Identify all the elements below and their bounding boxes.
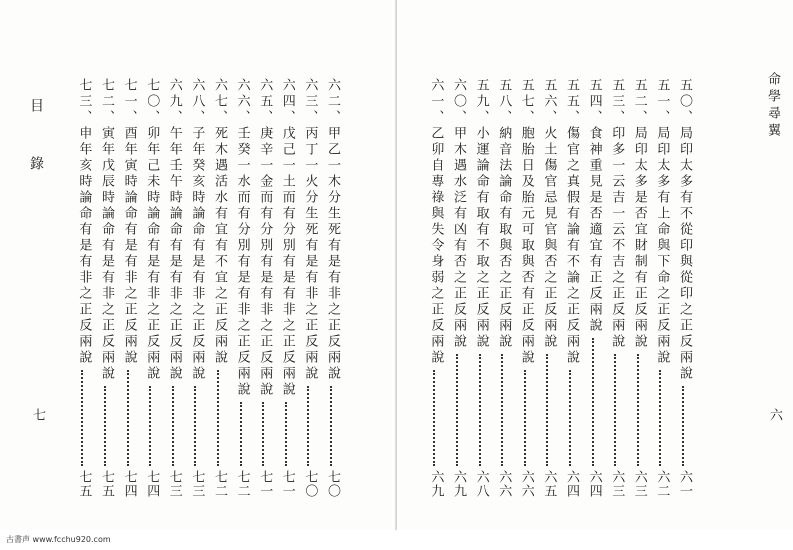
toc-entry-page: 六五: [541, 470, 557, 498]
toc-entry-title: 五五、傷官之真假有論有不論之正反兩說: [564, 78, 579, 366]
toc-entry-title: 六三、丙丁一火分生死有是有非之正反兩說: [302, 78, 318, 382]
toc-entry-title: 六九、午年壬午時論命有是有非之正反兩說: [166, 78, 182, 382]
toc-entry-page: 六一: [677, 470, 692, 498]
toc-entry-page: 七二: [234, 470, 250, 498]
dot-leader: [330, 386, 334, 466]
toc-entry: [629, 78, 649, 498]
toc-entry: [119, 78, 139, 498]
watermark-footer: 古書声 www.fcchu920.com: [6, 535, 111, 544]
toc-entry-page: 六四: [564, 470, 579, 498]
page-folio-right: 六: [767, 408, 782, 421]
toc-entry-title: 五六、火土傷官忌見官與否之正反兩說: [541, 78, 557, 350]
toc-entry-page: 七一: [279, 470, 295, 498]
toc-entry-page: 六九: [428, 470, 444, 498]
dot-leader: [637, 354, 641, 466]
toc-entry-page: 七五: [99, 470, 114, 498]
toc-entry-title: 六七、死木遇活水有宜有不宜之正反兩說: [212, 78, 227, 366]
toc-entry-title: 五三、印多一云吉一云不吉之正反兩說: [609, 78, 625, 350]
toc-entry: [299, 78, 319, 498]
page-folio-left: 七: [30, 408, 45, 421]
toc-entry: [232, 78, 252, 498]
toc-entry: [674, 78, 694, 498]
toc-entry-page: 七三: [189, 470, 205, 498]
toc-entry-page: 六三: [609, 470, 625, 498]
dot-leader: [659, 370, 663, 466]
dot-leader: [104, 386, 108, 466]
toc-entry: [516, 78, 536, 498]
toc-entry-title: 六六、壬癸一水而有分別有是有非之正反兩說: [234, 78, 250, 398]
dot-leader: [172, 386, 176, 466]
toc-entry-title: 六八、子年癸亥時論命有是有非之正反兩說: [189, 78, 205, 382]
right-page: [397, 0, 793, 530]
toc-entry-title: 五八、納音法論命有取與否之正反兩說: [496, 78, 512, 350]
toc-entry: [606, 78, 626, 498]
running-head: 命學尋翼: [765, 72, 780, 140]
section-label: 目錄: [28, 98, 44, 214]
dot-leader: [433, 370, 437, 466]
toc-entry: [425, 78, 445, 498]
toc-entry-page: 六六: [518, 470, 534, 498]
dot-leader: [127, 370, 131, 466]
toc-entry-title: 六一、乙卯自專祿與失令身弱之正反兩說: [428, 78, 444, 366]
dot-leader: [614, 354, 618, 466]
dot-leader: [456, 354, 460, 466]
toc-entry-title: 七一、酉年寅時論命有是有非之正反兩說: [121, 78, 137, 366]
toc-entry-title: 七〇、卯年己未時論命有是有非之正反兩說: [144, 78, 160, 382]
toc-entry-title: 六二、甲乙一木分生死有是有非之正反兩說: [325, 78, 340, 382]
dot-leader: [217, 370, 221, 466]
dot-leader: [194, 386, 198, 466]
dot-leader: [81, 370, 85, 466]
toc-entry: [164, 78, 184, 498]
toc-entry-page: 七五: [76, 470, 92, 498]
toc-entry: [209, 78, 229, 498]
toc-entry: [96, 78, 116, 498]
toc-entry-page: 六九: [451, 470, 466, 498]
toc-entry-title: 六四、戊己一土而有分別有是有非之正反兩說: [279, 78, 295, 398]
toc-entry-page: 六三: [631, 470, 647, 498]
toc-entry-page: 七四: [121, 470, 137, 498]
toc-entry-page: 七一: [257, 470, 273, 498]
toc-entry-title: 五九、小運論命有取有不取之正反兩說: [473, 78, 489, 350]
toc-entry-page: 七四: [144, 470, 160, 498]
toc-entry-title: 五四、食神重見是否適宜有正反兩說: [586, 78, 602, 334]
toc-entry: [448, 78, 468, 498]
dot-leader: [479, 354, 483, 466]
toc-entry-title: 六〇、甲木遇水泛有凶有否之正反兩說: [451, 78, 466, 350]
toc-entry-page: 六六: [496, 470, 512, 498]
toc-entry-title: 五一、局印太多有上命與下命之正反兩說: [654, 78, 670, 366]
toc-entry: [73, 78, 93, 498]
toc-entry: [584, 78, 604, 498]
dot-leader: [592, 338, 596, 466]
toc-entry-title: 五〇、局印太多有不從印與從印之正反兩說: [677, 78, 692, 382]
toc-entry-page: 七〇: [302, 470, 318, 498]
toc-entry: [493, 78, 513, 498]
toc-entry-page: 六二: [654, 470, 670, 498]
toc-entry: [141, 78, 161, 498]
toc-entry-title: 五七、胞胎日及胎元可取與否有正反兩說: [518, 78, 534, 366]
toc-entry: [186, 78, 206, 498]
toc-entry-page: 七三: [166, 470, 182, 498]
dot-leader: [546, 354, 550, 466]
dot-leader: [240, 402, 244, 466]
toc-entry: [538, 78, 558, 498]
toc-entry-title: 七三、申年亥時論命有是有非之正反兩說: [76, 78, 92, 366]
dot-leader: [569, 370, 573, 466]
toc-entry: [254, 78, 274, 498]
toc-entry: [471, 78, 491, 498]
toc-entry: [561, 78, 581, 498]
dot-leader: [524, 370, 528, 466]
toc-entry: [322, 78, 342, 498]
toc-entry-title: 五二、局印太多是否宜財制有正反兩說: [631, 78, 647, 350]
dot-leader: [307, 386, 311, 466]
dot-leader: [682, 386, 686, 466]
left-page: [0, 0, 396, 530]
toc-entry-title: 七二、寅年戊辰時論命有是有非之正反兩說: [99, 78, 114, 382]
toc-entry: [277, 78, 297, 498]
dot-leader: [149, 386, 153, 466]
dot-leader: [285, 402, 289, 466]
toc-entry-page: 六八: [473, 470, 489, 498]
dot-leader: [501, 354, 505, 466]
toc-entry-title: 六五、庚辛一金而有分別有是有非之正反兩說: [257, 78, 273, 398]
toc-entry-page: 七二: [212, 470, 227, 498]
toc-entry-page: 六四: [586, 470, 602, 498]
toc-entry: [651, 78, 671, 498]
dot-leader: [262, 402, 266, 466]
toc-entry-page: 七〇: [325, 470, 340, 498]
